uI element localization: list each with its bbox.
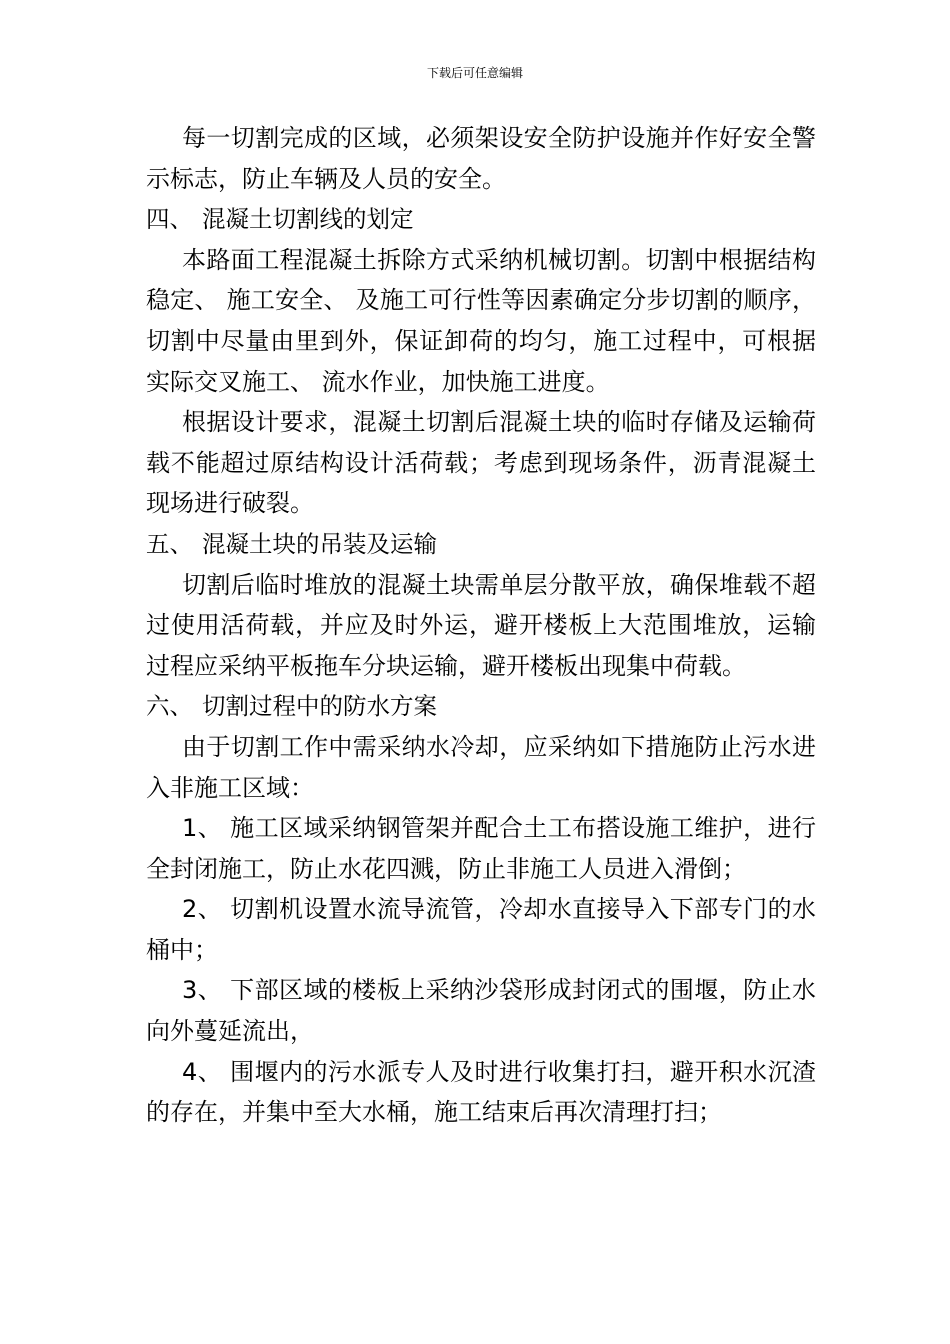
list-item-4: 4、 围堰内的污水派专人及时进行收集打扫，避开积水沉渣的存在，并集中至大水桶，施工结束后再次清理打扫； (146, 1057, 816, 1127)
paragraph-block-transport: 切割后临时堆放的混凝土块需单层分散平放，确保堆载不超过使用活荷载，并应及时外运，避开楼板上大范围堆放，运输过程应采纳平板拖车分块运输，避开楼板出现集中荷载。 (146, 570, 816, 680)
document-body (146, 118, 816, 1133)
section-heading-6 (146, 686, 816, 727)
section-number: 四、 (146, 205, 193, 234)
section-title: 切割过程中的防水方案 (202, 692, 437, 721)
list-item-1: 1、 施工区域采纳钢管架并配合土工布搭设施工维护，进行全封闭施工，防止水花四溅，防止非施工人员进入滑倒； (146, 814, 816, 883)
section-title: 混凝土块的吊装及运输 (202, 529, 437, 558)
list-item-3: 3、 下部区域的楼板上采纳沙袋形成封闭式的围堰，防止水向外蔓延流出， (146, 976, 816, 1046)
section-heading-5 (146, 524, 816, 565)
list-item-2: 2、 切割机设置水流导流管，冷却水直接导入下部专门的水桶中； (146, 895, 816, 964)
paragraph-safety-signs: 每一切割完成的区域，必须架设安全防护设施并作好安全警示标志，防止车辆及人员的安全。 (146, 124, 816, 193)
section-title: 混凝土切割线的划定 (202, 205, 414, 234)
page-header: 下载后可任意编辑 (426, 66, 523, 80)
section-number: 六、 (146, 692, 193, 721)
section-heading-4 (146, 199, 816, 240)
paragraph-cutting-method: 本路面工程混凝土拆除方式采纳机械切割。切割中根据结构稳定、 施工安全、 及施工可行性等因素确定分步切割的顺序，切割中尽量由里到外，保证卸荷的均匀，施工过程中，可根据实际交叉施工、 流水作业，加快施工进度。 (146, 245, 816, 396)
paragraph-design-requirements: 根据设计要求，混凝土切割后混凝土块的临时存储及运输荷载不能超过原结构设计活荷载；考虑到现场条件，沥青混凝土现场进行破裂。 (146, 408, 816, 518)
section-number: 五、 (146, 529, 193, 558)
paragraph-waterproof-intro: 由于切割工作中需采纳水冷却，应采纳如下措施防止污水进入非施工区域： (146, 732, 816, 802)
